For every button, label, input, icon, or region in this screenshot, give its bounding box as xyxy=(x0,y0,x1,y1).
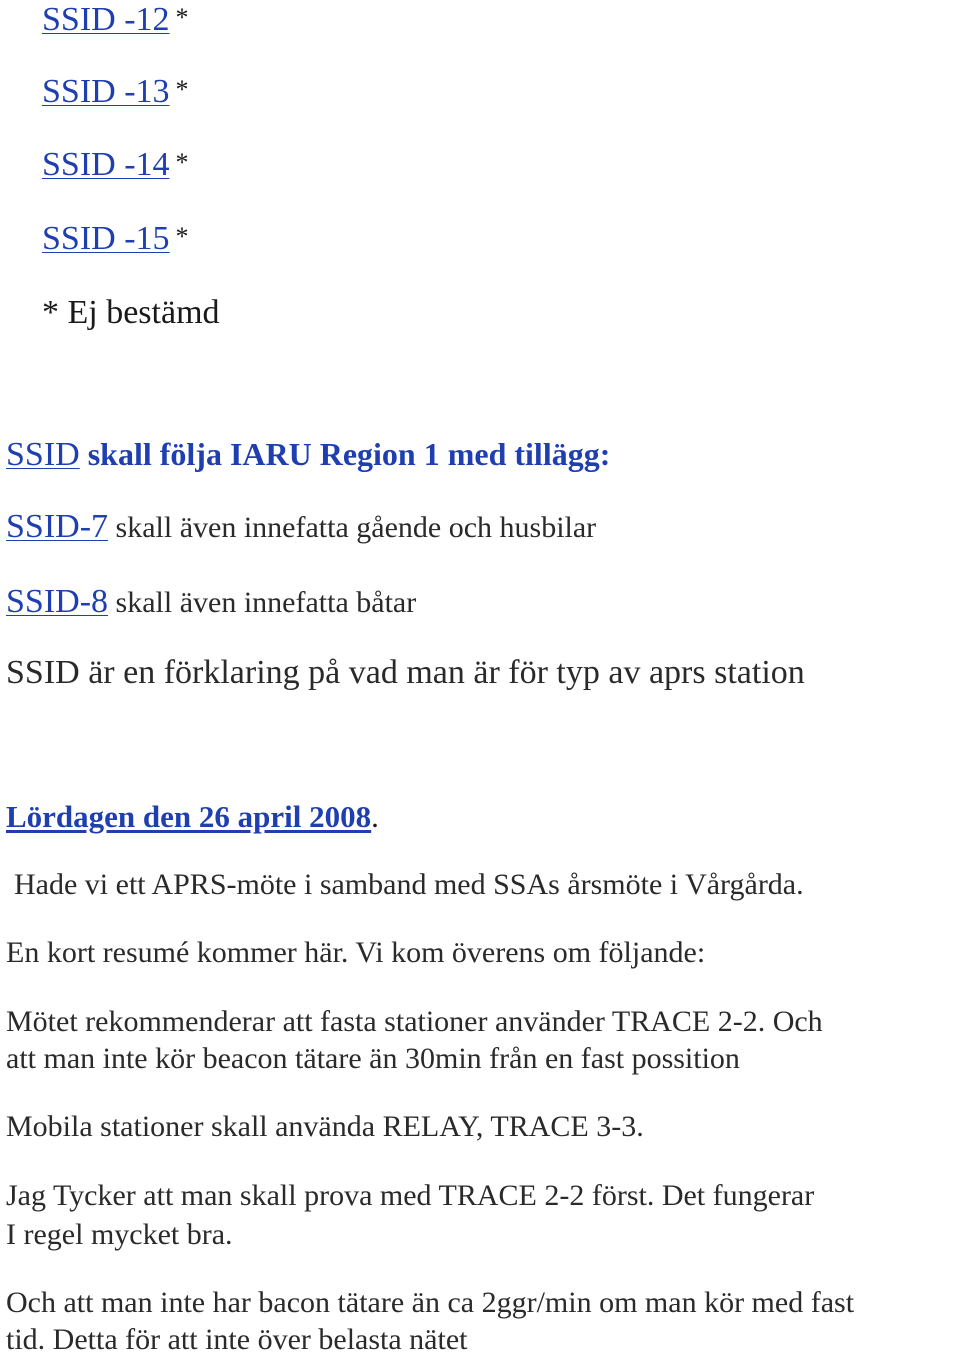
opinion-line-1: Jag Tycker att man skall prova med TRACE 2-2 först. Det fungerar xyxy=(6,1179,815,1212)
beacon-line-1: Och att man inte har bacon tätare än ca 2ggr/min om man kör med fast xyxy=(6,1286,855,1319)
undecided-marker: * xyxy=(175,148,189,177)
ssid-explanation: SSID är en förklaring på vad man är för typ av aprs station xyxy=(6,654,805,691)
iaru-heading xyxy=(6,438,610,472)
ssid-list-item xyxy=(42,3,189,37)
ssid-14-link[interactable]: SSID -14 xyxy=(42,146,170,183)
addition-text: skall även innefatta båtar xyxy=(108,586,417,619)
fixed-stations-line-1: Mötet rekommenderar att fasta stationer använder TRACE 2-2. Och xyxy=(6,1005,823,1038)
meeting-intro: Hade vi ett APRS-möte i samband med SSAs årsmöte i Vårgårda. xyxy=(14,868,804,901)
addition-text: skall även innefatta gående och husbilar xyxy=(108,511,597,544)
undecided-marker: * xyxy=(175,3,189,32)
ssid-list-item xyxy=(42,222,189,256)
meeting-date-link[interactable]: Lördagen den 26 april 2008 xyxy=(6,799,372,834)
meeting-date xyxy=(6,801,379,832)
ssid-7-link[interactable]: SSID-7 xyxy=(6,508,109,545)
fixed-stations-line-2: att man inte kör beacon tätare än 30min från en fast possition xyxy=(6,1042,740,1075)
mobile-stations: Mobila stationer skall använda RELAY, TRACE 3-3. xyxy=(6,1110,644,1143)
ssid-12-link[interactable]: SSID -12 xyxy=(42,1,170,38)
iaru-heading-text: skall följa IARU Region 1 med tillägg: xyxy=(79,436,611,472)
opinion-line-2: I regel mycket bra. xyxy=(6,1218,233,1251)
ssid-list-item xyxy=(42,75,189,109)
addition-ssid8 xyxy=(6,585,416,619)
ssid-list-item xyxy=(42,148,189,182)
undecided-note: * Ej bestämd xyxy=(42,294,220,331)
ssid-15-link[interactable]: SSID -15 xyxy=(42,220,170,257)
meeting-date-suffix: . xyxy=(371,799,379,834)
ssid-heading-link[interactable]: SSID xyxy=(6,436,80,473)
ssid-8-link[interactable]: SSID-8 xyxy=(6,583,109,620)
undecided-marker: * xyxy=(175,75,189,104)
undecided-marker: * xyxy=(175,222,189,251)
beacon-line-2: tid. Detta för att inte över belasta nätet xyxy=(6,1323,468,1356)
addition-ssid7 xyxy=(6,510,596,544)
meeting-summary: En kort resumé kommer här. Vi kom överens om följande: xyxy=(6,936,706,969)
ssid-13-link[interactable]: SSID -13 xyxy=(42,73,170,110)
